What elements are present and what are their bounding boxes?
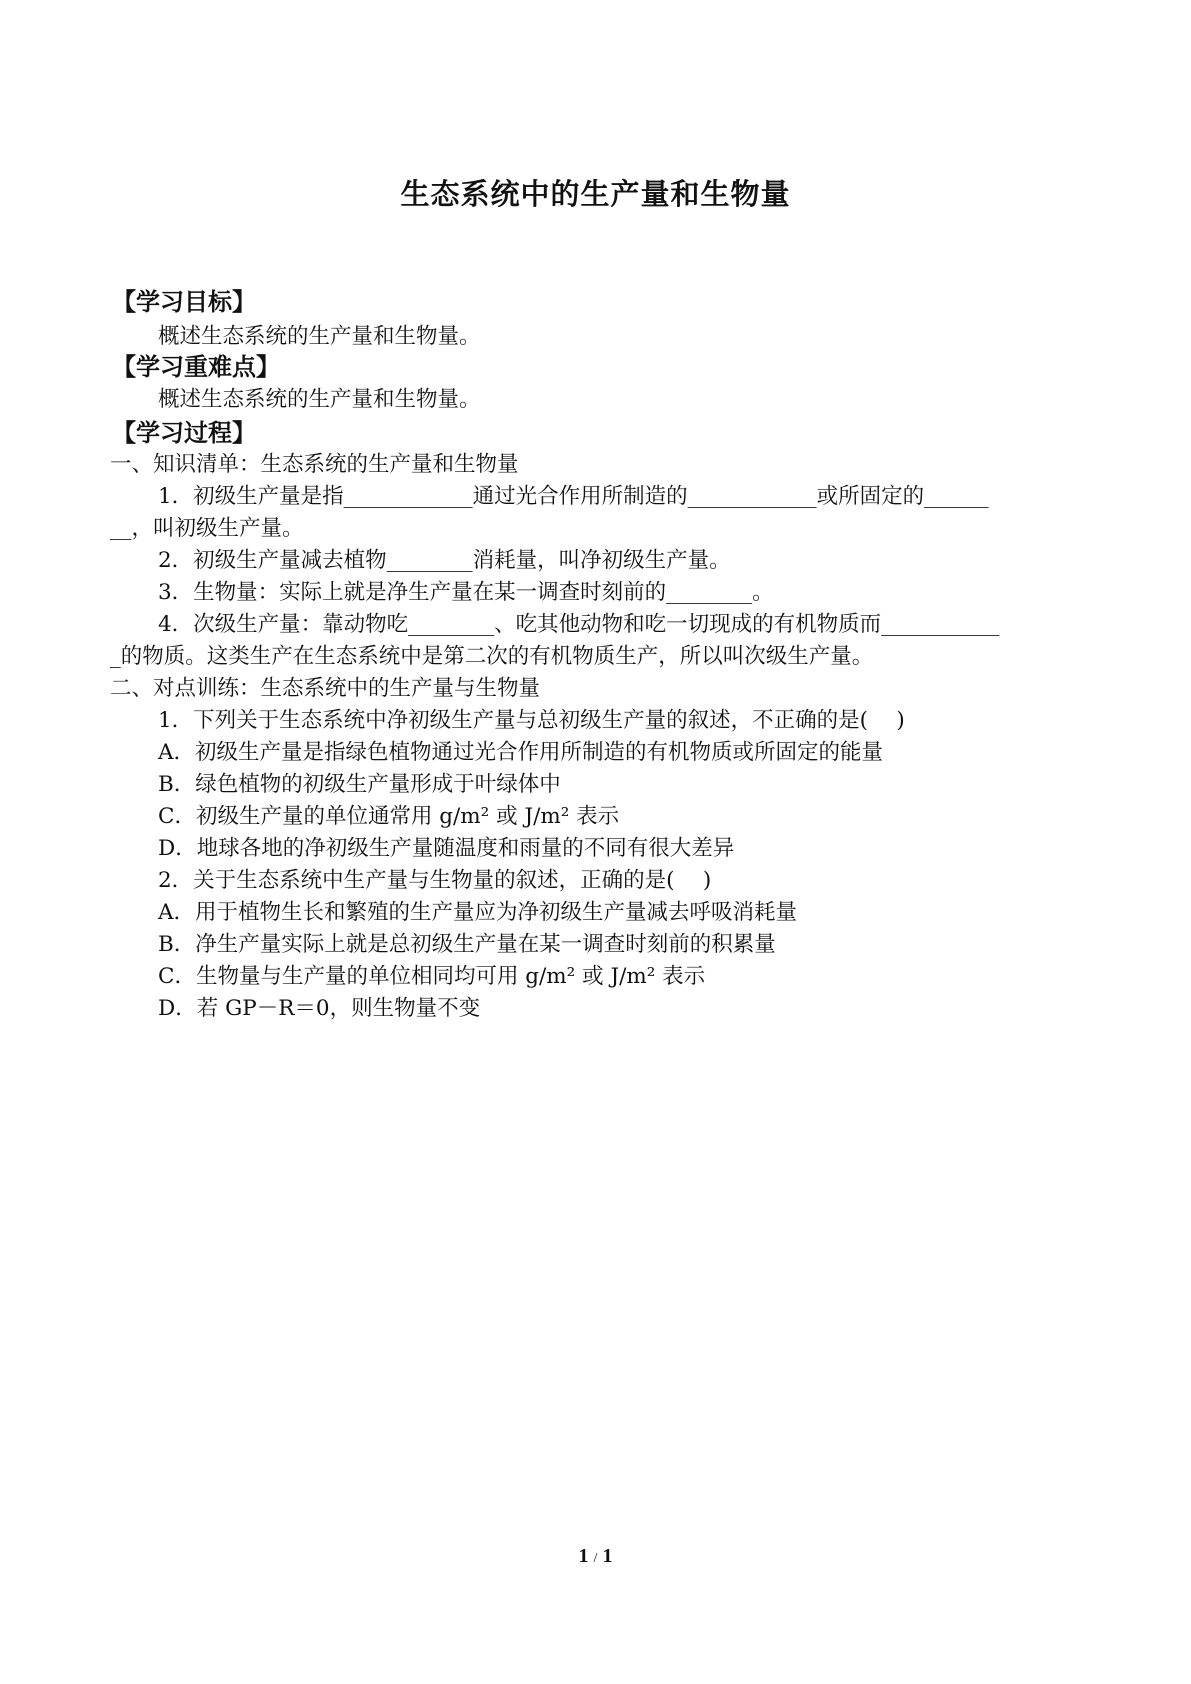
part1-heading: 一、知识清单：生态系统的生产量和生物量 <box>110 452 519 477</box>
key-heading: 【学习重难点】 <box>112 353 280 381</box>
part2-heading: 二、对点训练：生态系统中的生产量与生物量 <box>110 676 541 701</box>
part2-q2-stem: 2．关于生态系统中生产量与生物量的叙述，正确的是( ) <box>158 868 712 893</box>
part2-q1-option-a: A．初级生产量是指绿色植物通过光合作用所制造的有机物质或所固定的能量 <box>158 740 884 765</box>
part2-q1-option-b: B．绿色植物的初级生产量形成于叶绿体中 <box>158 772 561 797</box>
part1-q2: 2．初级生产量减去植物________消耗量，叫净初级生产量。 <box>158 548 731 573</box>
part2-q2-option-a: A．用于植物生长和繁殖的生产量应为净初级生产量减去呼吸消耗量 <box>158 900 798 925</box>
part1-q1-line1: 1．初级生产量是指____________通过光合作用所制造的____________或所固定的______ <box>158 484 989 509</box>
key-text: 概述生态系统的生产量和生物量。 <box>158 387 481 412</box>
process-heading: 【学习过程】 <box>112 419 256 447</box>
part2-q1-option-c: C．初级生产量的单位通常用 g/m² 或 J/m² 表示 <box>158 804 620 829</box>
part2-q2-option-b: B．净生产量实际上就是总初级生产量在某一调查时刻前的积累量 <box>158 932 776 957</box>
part2-q2-option-d: D．若 GP－R＝0，则生物量不变 <box>158 996 481 1021</box>
goal-heading: 【学习目标】 <box>112 288 256 316</box>
page-number <box>0 1545 1191 1568</box>
page-total: 1 <box>602 1545 613 1567</box>
part1-q1-line2: __，叫初级生产量。 <box>110 516 304 541</box>
page-separator: / <box>593 1551 598 1566</box>
part2-q1-option-d: D．地球各地的净初级生产量随温度和雨量的不同有很大差异 <box>158 836 735 861</box>
part2-q1-stem: 1．下列关于生态系统中净初级生产量与总初级生产量的叙述，不正确的是( ) <box>158 708 905 733</box>
part1-q4-line2: _的物质。这类生产在生态系统中是第二次的有机物质生产，所以叫次级生产量。 <box>110 644 874 669</box>
page-current: 1 <box>578 1545 589 1567</box>
part1-q4-line1: 4．次级生产量：靠动物吃________、吃其他动物和吃一切现成的有机物质而___________ <box>158 612 1000 637</box>
goal-text: 概述生态系统的生产量和生物量。 <box>158 324 481 349</box>
page-title: 生态系统中的生产量和生物量 <box>400 177 791 211</box>
part2-q2-option-c: C．生物量与生产量的单位相同均可用 g/m² 或 J/m² 表示 <box>158 964 706 989</box>
part1-q3: 3．生物量：实际上就是净生产量在某一调查时刻前的________。 <box>158 580 774 605</box>
